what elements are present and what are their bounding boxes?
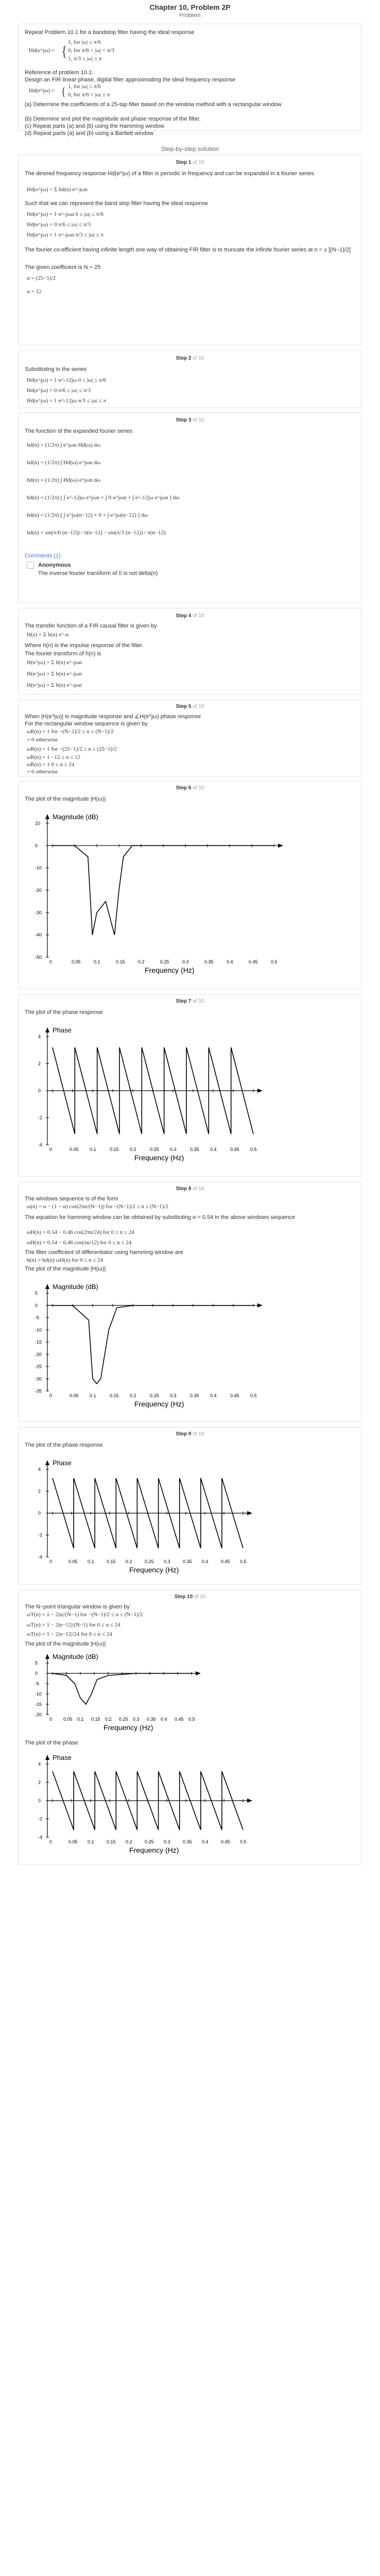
y-tick-label: 0: [35, 843, 38, 849]
y-axis-arrow: [45, 814, 49, 819]
step5-p2: For the rectangular window sequence is given by: [25, 721, 148, 727]
step-10-label: Step 10: [174, 1594, 193, 1600]
step5-eq1: ωR(n) = 1 for −(N−1)/2 ≤ n ≤ (N−1)/2: [27, 728, 114, 735]
x-tick-label: 0.5: [250, 1393, 257, 1398]
x-tick-label: 0.05: [63, 1717, 73, 1722]
x-tick-label: 0.3: [164, 1839, 170, 1844]
problem-ref-hd-label: Hd(e^jω) =: [29, 88, 55, 94]
x-tick-label: 0.1: [88, 1839, 94, 1844]
x-tick-label: 0.15: [110, 1393, 119, 1398]
x-tick-label: 0.5: [271, 959, 278, 964]
magnitude-line: [53, 1673, 192, 1704]
step-4-header: [0, 613, 380, 619]
step4-eq3: H(e^jω) = Σ h(n) e^-jωn: [27, 671, 82, 677]
x-axis-label: Frequency (Hz): [129, 1566, 179, 1574]
step4-eq2: H(e^jω) = Σ h(n) e^-jωn: [27, 659, 82, 666]
y-tick-label: -4: [38, 1835, 43, 1840]
x-tick-label: 0.3: [170, 1147, 177, 1152]
problem-case-3: 1, π/3 ≤ |ω| ≤ π: [68, 56, 102, 62]
solution-title: Step-by-step solution: [161, 145, 219, 152]
y-axis-label: Magnitude (dB): [53, 1283, 98, 1291]
step1-eq2: Hd(e^jω) = 1·e^-jωα 0 ≤ |ω| ≤ π/6: [27, 211, 103, 217]
step10-eq3: ωT(n) = 1 − 2|n−12|/24 for 0 ≤ n ≤ 24: [27, 1631, 112, 1637]
step-8-label: Step 8: [176, 1186, 192, 1192]
x-axis-label: Frequency (Hz): [129, 1846, 179, 1854]
step-5-label: Step 5: [176, 704, 192, 709]
x-axis-label: Frequency (Hz): [103, 1723, 153, 1732]
step-4-count: of 10: [193, 613, 204, 619]
step5-eq4: ωR(n) = 1 −12 ≤ n ≤ 12: [27, 754, 81, 760]
y-tick-label: -10: [35, 1691, 42, 1697]
x-tick-label: 0.3: [182, 959, 189, 964]
step3-p1: The function of the expanded fourier series: [25, 428, 133, 434]
step8-p2: The equation for hamming window can be obtained by substituting α = 0.54 in the above windows sequence: [25, 1214, 296, 1221]
x-tick-label: 0.4: [210, 1147, 217, 1152]
y-tick-label: 2: [38, 1780, 41, 1785]
x-tick-label: 0: [49, 959, 53, 964]
x-tick-label: 0.45: [249, 959, 258, 964]
y-tick-label: -10: [35, 1327, 42, 1333]
step4-p1: The transfer function of a FIR causal filter is given by: [25, 623, 157, 629]
x-tick-label: 0.15: [107, 1559, 116, 1564]
x-axis-label: Frequency (Hz): [134, 1154, 184, 1162]
step-1-header: [0, 160, 380, 165]
step1-eq4: Hd(e^jω) = 1·e^-jωα π/3 ≤ |ω| ≤ π: [27, 232, 103, 238]
y-tick-label: 5: [35, 1291, 38, 1296]
step3-eq5: hd(n) = (1/2π) [ ∫ e^jω(n−12) + 0 + ∫ e^jω(n−12) ] dω: [27, 512, 148, 518]
step8-p1: The windows sequence is of the form: [25, 1196, 118, 1202]
problem-case-1: 1, for |ω| ≤ π/6: [68, 39, 101, 45]
step8-eq2: ωH(n) = 0.54 − 0.46 cos(2πn/24) for 0 ≤ n ≤ 24: [27, 1229, 134, 1235]
x-axis-arrow: [196, 1671, 201, 1675]
x-tick-label: 0.3: [170, 1393, 177, 1398]
problem-part-c: (c) Repeat parts (a) and (b) using the Hamming window: [25, 123, 164, 129]
y-axis-arrow: [45, 1755, 49, 1760]
x-tick-label: 0.15: [107, 1839, 116, 1844]
x-tick-label: 0.5: [250, 1147, 257, 1152]
x-tick-label: 0.3: [164, 1559, 170, 1564]
step-7-header: [0, 998, 380, 1004]
step10-p1: The N−point triangular window is given by: [25, 1604, 130, 1610]
y-tick-label: 0: [35, 1671, 38, 1676]
x-tick-label: 0: [49, 1147, 53, 1152]
y-tick-label: 4: [38, 1034, 41, 1039]
step-2-label: Step 2: [176, 355, 192, 361]
x-tick-label: 0.15: [91, 1717, 100, 1722]
y-tick-label: -15: [35, 1702, 42, 1707]
x-tick-label: 0.1: [94, 959, 100, 964]
problem-part-d: (d) Repeat parts (a) and (b) using a Bartlett window: [25, 130, 154, 137]
step-10-header: [0, 1594, 380, 1600]
x-tick-label: 0.1: [88, 1559, 94, 1564]
problem-reference-desc: Design an FIR linear-phase, digital filter approximating the ideal frequency response: [25, 77, 236, 83]
y-tick-label: -20: [35, 1351, 42, 1357]
problem-ref-brace: {: [61, 85, 66, 98]
step3-eq3: hd(n) = (1/2π) ∫ Hd(ω) e^jωn dω: [27, 477, 101, 483]
x-tick-label: 0.15: [116, 959, 125, 964]
x-tick-label: 0.2: [130, 1147, 136, 1152]
step8-p3: The filter coefficient of differentiator using hamming window are: [25, 1249, 183, 1256]
x-tick-label: 0.25: [145, 1559, 154, 1564]
x-tick-label: 0.05: [70, 1393, 79, 1398]
x-tick-label: 0.45: [221, 1559, 230, 1564]
step4-p3: The fourier transform of h(n) is: [25, 651, 101, 657]
y-axis-label: Magnitude (dB): [53, 1653, 98, 1660]
step-4-label: Step 4: [176, 613, 192, 619]
x-tick-label: 0.45: [221, 1839, 230, 1844]
y-axis-arrow: [45, 1460, 49, 1465]
x-tick-label: 0.1: [90, 1393, 96, 1398]
step2-eq1: Hd(e^jω) = 1·e^-12jω 0 ≤ |ω| ≤ π/6: [27, 377, 107, 383]
step5-eq5: ωR(n) = 1 0 ≤ n ≤ 24: [27, 761, 75, 768]
y-tick-label: -35: [35, 1388, 42, 1394]
step5-eq2: = 0 otherwise: [27, 737, 58, 743]
x-axis-arrow: [257, 1089, 263, 1093]
bartlett-phase-chart: [27, 1747, 284, 1860]
step1-p3: The fourier co-efficient having infinite length one way of obtaining FIR filter is to truncate the infinite fourier series at n = ± [(N−1)/2]: [25, 247, 351, 253]
step8-eq4: h(n) = hd(n) ωH(n) for 0 ≤ n ≤ 24: [27, 1257, 103, 1263]
step3-eq6: hd(n) = sin(π/6 (n−12)) / π(n−12) − sin(π/3 (n−12)) / π(n−12): [27, 530, 166, 536]
x-tick-label: 0.25: [145, 1839, 154, 1844]
step9-p1: The plot of the phase response: [25, 1442, 103, 1448]
step3-eq4: hd(n) = (1/2π) [ ∫ e^-12jω e^jωn + ∫ 0·e^jωn + ∫ e^-12jω e^jωn ] dω: [27, 495, 180, 501]
step3-eq1: hd(n) = (1/2π) ∫ e^jωn Hd(ω) dω: [27, 442, 101, 448]
step2-eq2: Hd(e^jω) = 0 π/6 ≤ |ω| ≤ π/3: [27, 387, 91, 394]
y-axis-label: Phase: [53, 1459, 72, 1467]
step1-eq3: Hd(e^jω) = 0 π/6 ≤ |ω| ≤ π/3: [27, 222, 91, 228]
commenter-avatar: [27, 562, 34, 569]
step7-p1: The plot of the phase response: [25, 1009, 103, 1015]
y-axis-label: Phase: [53, 1026, 72, 1034]
x-axis-label: Frequency (Hz): [134, 1400, 184, 1408]
x-axis-label: Frequency (Hz): [145, 966, 195, 974]
step1-eq1: Hd(e^jω) = Σ hd(n) e^-jωn: [27, 187, 88, 193]
step-2-count: of 10: [193, 355, 204, 361]
step-6-header: [0, 785, 380, 791]
rect-phase-chart: [27, 1016, 284, 1171]
y-tick-label: 4: [38, 1467, 41, 1472]
x-tick-label: 0.05: [68, 1839, 78, 1844]
y-tick-label: -4: [38, 1142, 43, 1147]
step1-p4: The given coefficient is N = 25: [25, 264, 101, 270]
step5-p1: When |H(e^jω)| is magnitude response and ∠H(e^jω) phase response: [25, 714, 201, 720]
magnitude-line: [53, 845, 274, 935]
y-tick-label: 2: [38, 1488, 41, 1494]
step1-p1: The desired frequency response Hd(e^jω) of a filter is periodic in frequency and can be expanded in a fourier series.: [25, 171, 316, 177]
step6-p1: The plot of the magnitude |H(ω)|: [25, 796, 106, 802]
x-tick-label: 0.5: [240, 1839, 247, 1844]
x-tick-label: 0.2: [105, 1717, 112, 1722]
y-tick-label: 0: [38, 1088, 41, 1093]
x-axis-arrow: [247, 1511, 252, 1515]
x-tick-label: 0.2: [126, 1559, 132, 1564]
problem-tab-label[interactable]: Problem: [179, 12, 201, 19]
step-7-count: of 10: [193, 998, 204, 1004]
step10-p2: The plot of the magnitude |H(ω)|: [25, 1641, 106, 1647]
hamming-magnitude-chart: [27, 1273, 295, 1417]
x-tick-label: 0: [49, 1839, 53, 1844]
step8-eq1: ω(n) = α − (1 − α) cos(2πn/(N−1)) for −(N−1)/2 ≤ n ≤ (N−1)/2: [27, 1204, 169, 1210]
x-tick-label: 0.05: [68, 1559, 78, 1564]
y-tick-label: -20: [35, 1712, 42, 1717]
x-tick-label: 0.05: [72, 959, 81, 964]
x-tick-label: 0.4: [202, 1839, 209, 1844]
y-tick-label: 10: [35, 821, 41, 826]
y-axis-label: Phase: [53, 1754, 72, 1761]
x-tick-label: 0.45: [175, 1717, 184, 1722]
y-tick-label: -40: [35, 932, 42, 938]
step-1-label: Step 1: [176, 160, 192, 165]
y-tick-label: 0: [35, 1302, 38, 1308]
step-9-label: Step 9: [176, 1431, 192, 1437]
y-tick-label: 5: [35, 1660, 38, 1666]
step-7-label: Step 7: [176, 998, 192, 1004]
step-3-count: of 10: [193, 417, 204, 423]
x-tick-label: 0.25: [160, 959, 169, 964]
step4-eq4: H(e^jω) = Σ h(n) e^-jωn: [27, 682, 82, 688]
x-tick-label: 0.2: [138, 959, 145, 964]
problem-ref-case-2: 0, for π/6 < |ω| ≤ π: [68, 92, 110, 98]
x-tick-label: 0.05: [70, 1147, 79, 1152]
comments-link[interactable]: Comments (1): [25, 553, 61, 559]
step10-p3: The plot of the phase: [25, 1740, 78, 1746]
x-tick-label: 0.2: [126, 1839, 132, 1844]
x-tick-label: 0.25: [150, 1393, 159, 1398]
problem-case-2: 0, for π/6 < |ω| < π/3: [68, 47, 114, 54]
step-1-count: of 10: [193, 160, 204, 165]
x-tick-label: 0.3: [133, 1717, 140, 1722]
y-axis-arrow: [45, 1654, 49, 1659]
step-3-header: [0, 417, 380, 423]
step-5-count: of 10: [193, 704, 204, 709]
x-tick-label: 0: [49, 1559, 53, 1564]
y-tick-label: -15: [35, 1340, 42, 1345]
step-8-header: [0, 1186, 380, 1192]
step1-eq6: α = 12: [27, 289, 42, 295]
x-tick-label: 0.45: [230, 1393, 239, 1398]
y-tick-label: 0: [38, 1798, 41, 1803]
step-9-header: [0, 1431, 380, 1437]
step8-eq3: ωH(n) = 0.54 − 0.46 cos(πn/12) for 0 ≤ n ≤ 24: [27, 1240, 132, 1246]
x-tick-label: 0.2: [130, 1393, 136, 1398]
y-axis-arrow: [45, 1284, 49, 1289]
x-tick-label: 0.45: [230, 1147, 239, 1152]
step4-eq1: H(z) = Σ h(n) z^-n: [27, 632, 69, 638]
rect-magnitude-chart: [27, 803, 315, 983]
step-3-label: Step 3: [176, 417, 192, 423]
y-tick-label: -5: [35, 1315, 40, 1320]
x-tick-label: 0.4: [210, 1393, 217, 1398]
step5-eq3: ωR(n) = 1 for −(25−1)/2 ≤ n ≤ (25−1)/2: [27, 746, 117, 752]
x-tick-label: 0.35: [183, 1839, 192, 1844]
problem-hd-label: Hd(e^jω) =: [29, 47, 55, 54]
x-tick-label: 0.35: [190, 1393, 199, 1398]
y-tick-label: -25: [35, 1364, 42, 1369]
x-tick-label: 0.5: [188, 1717, 195, 1722]
y-tick-label: -20: [35, 888, 42, 893]
step1-p2: Such that we can represent the band stop filter having the ideal response: [25, 200, 208, 207]
x-tick-label: 0.5: [240, 1559, 247, 1564]
step1-eq5: α = (25−1)/2: [27, 275, 56, 281]
step5-eq6: = 0 otherwise: [27, 769, 58, 775]
y-tick-label: 0: [38, 1511, 41, 1516]
y-axis-arrow: [45, 1027, 49, 1032]
step2-p1: Substituting in the series: [25, 366, 87, 372]
step2-eq3: Hd(e^jω) = 1·e^-12jω π/3 ≤ |ω| ≤ π: [27, 398, 107, 404]
y-axis-label: Magnitude (dB): [53, 813, 98, 821]
x-axis-arrow: [257, 1303, 263, 1308]
magnitude-line: [53, 1306, 253, 1384]
y-tick-label: -30: [35, 910, 42, 916]
problem-brace: {: [61, 44, 68, 60]
x-tick-label: 0: [49, 1717, 53, 1722]
y-tick-label: -2: [38, 1115, 43, 1121]
y-tick-label: -30: [35, 1376, 42, 1382]
problem-part-a: (a) Determine the coefficients of a 25-tap filter based on the window method with a rectangular window: [25, 101, 282, 108]
problem-ref-case-1: 1, for |ω| ≤ π/6: [68, 83, 101, 90]
step-5-header: [0, 704, 380, 709]
step3-eq2: hd(n) = (1/2π) ∫ Hd(ω) e^jωn dω: [27, 460, 101, 466]
x-tick-label: 0.1: [77, 1717, 84, 1722]
step-9-count: of 10: [193, 1431, 204, 1437]
y-tick-label: -50: [35, 955, 42, 960]
x-tick-label: 0.35: [183, 1559, 192, 1564]
x-tick-label: 0.35: [190, 1147, 199, 1152]
hamming-phase-chart: [27, 1449, 284, 1581]
y-tick-label: 4: [38, 1761, 41, 1767]
x-axis-arrow: [278, 843, 283, 848]
x-tick-label: 0.1: [90, 1147, 96, 1152]
x-tick-label: 0.4: [202, 1559, 209, 1564]
comment-text: The inverse fourier transform of 0 is not delta(n): [38, 570, 158, 577]
step10-eq2: ωT(n) = 1 − 2|n−12|/(N−1) for 0 ≤ n ≤ 24: [27, 1622, 120, 1628]
y-tick-label: -2: [38, 1816, 43, 1822]
step8-p4: The plot of the magnitude |H(ω)|: [25, 1266, 106, 1272]
problem-part-b: (b) Determine and plot the magnitude and phase response of the filter.: [25, 116, 201, 122]
problem-intro: Repeat Problem 10.1 for a bandstop filter having the ideal response: [25, 29, 195, 36]
step-10-count: of 10: [194, 1594, 206, 1600]
x-tick-label: 0.15: [110, 1147, 119, 1152]
x-tick-label: 0.35: [147, 1717, 156, 1722]
x-tick-label: 0.35: [204, 959, 214, 964]
commenter-name: Anonymous: [38, 562, 71, 568]
step-6-count: of 10: [193, 785, 204, 791]
x-tick-label: 0.25: [119, 1717, 128, 1722]
x-axis-arrow: [247, 1799, 252, 1803]
y-tick-label: -10: [35, 865, 42, 871]
step-6-label: Step 6: [176, 785, 192, 791]
bartlett-magnitude-chart: [27, 1648, 222, 1735]
page-title: Chapter 10, Problem 2P: [149, 3, 231, 11]
y-tick-label: -2: [38, 1532, 43, 1538]
x-tick-label: 0.25: [150, 1147, 159, 1152]
y-tick-label: -5: [35, 1681, 40, 1686]
step-8-count: of 10: [193, 1186, 204, 1192]
problem-reference: Reference of problem 10.1:: [25, 70, 94, 76]
y-tick-label: 2: [38, 1061, 41, 1066]
y-tick-label: -4: [38, 1554, 43, 1560]
step-2-header: [0, 355, 380, 361]
step10-eq1: ωT(n) = 1 − 2|n|/(N−1) for −(N−1)/2 ≤ n ≤ (N−1)/2: [27, 1612, 143, 1618]
x-tick-label: 0.4: [227, 959, 233, 964]
x-tick-label: 0: [49, 1393, 53, 1398]
x-tick-label: 0.4: [161, 1717, 167, 1722]
step4-p2: Where h(n) is the impulse response of the filter.: [25, 642, 144, 649]
